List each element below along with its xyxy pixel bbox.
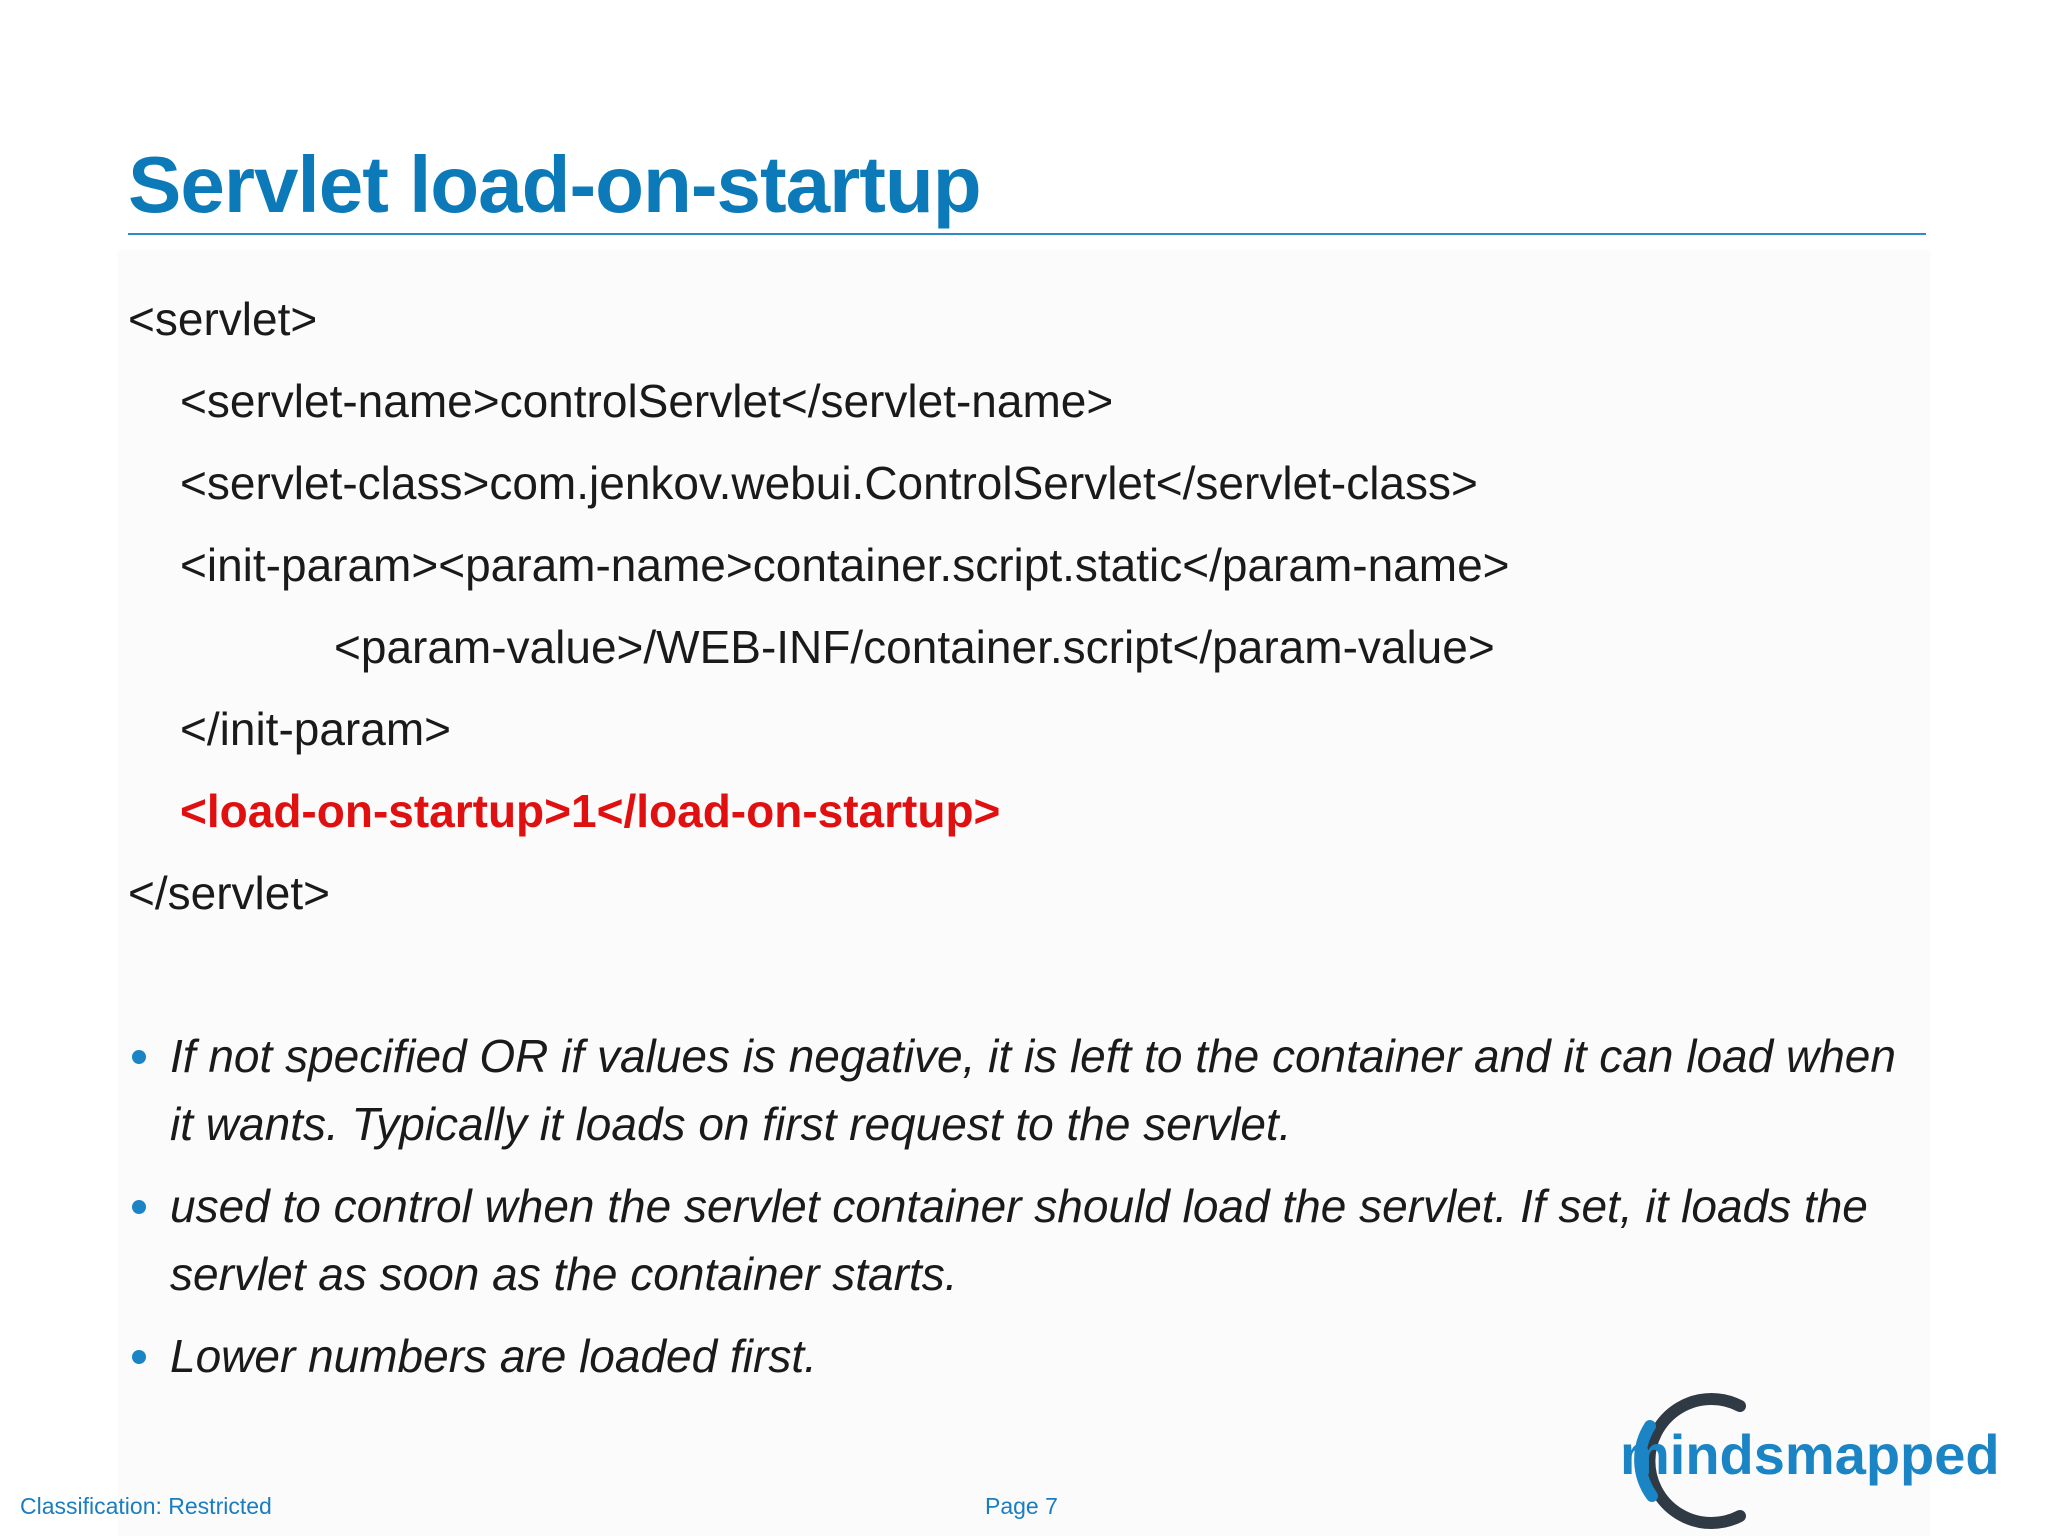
code-line-param-value: <param-value>/WEB-INF/container.script</param-value> [334,621,1495,673]
bullet-text: used to control when the servlet container should load the servlet. If set, it loads the servlet as soon as the container starts. [170,1180,1868,1300]
bullet-item [128,1022,1918,1158]
code-line-init-param-close: </init-param> [180,703,452,755]
bullet-list [128,1022,1918,1404]
bullet-text: Lower numbers are loaded first. [170,1330,817,1382]
bullet-dot-icon [132,1050,146,1064]
code-line-servlet-close: </servlet> [128,867,330,919]
code-line-init-param: <init-param><param-name>container.script.static</param-name> [180,539,1510,591]
code-line-servlet-open: <servlet> [128,293,318,345]
slide-title: Servlet load-on-startup [128,140,981,229]
mindsmapped-logo [1590,1386,2040,1536]
code-line-servlet-name: <servlet-name>controlServlet</servlet-name> [180,375,1114,427]
bullet-dot-icon [132,1350,146,1364]
logo-text: mindsmapped [1620,1423,2000,1486]
footer-page-number: Page 7 [985,1493,1058,1519]
title-underline [128,233,1926,235]
bullet-text: If not specified OR if values is negative, it is left to the container and it can load when it wants. Typically it loads on first request to the servlet. [170,1030,1896,1150]
bullet-item [128,1172,1918,1308]
code-line-load-on-startup: <load-on-startup>1</load-on-startup> [180,785,1001,837]
bullet-item [128,1322,1918,1390]
footer-classification: Classification: Restricted [20,1493,272,1519]
bullet-dot-icon [132,1200,146,1214]
code-line-servlet-class: <servlet-class>com.jenkov.webui.ControlServlet</servlet-class> [180,457,1478,509]
